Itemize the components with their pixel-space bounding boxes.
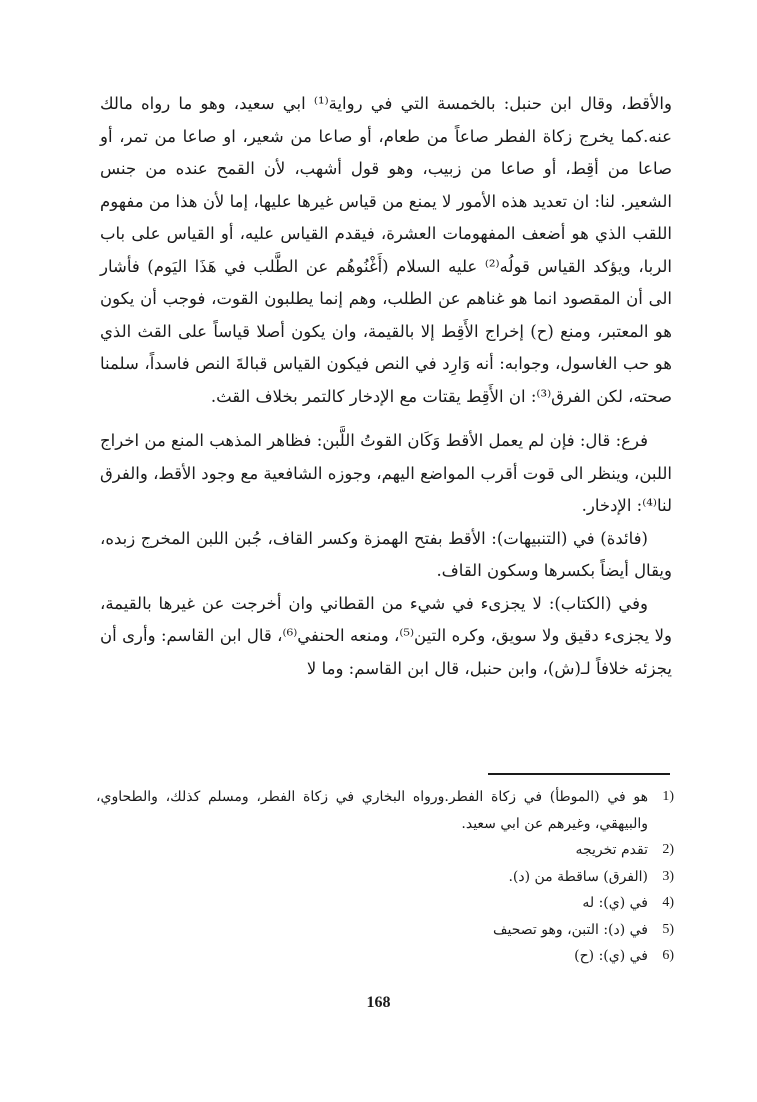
footnote-text: في (ي): له <box>582 895 648 911</box>
footnote-text: في (د): التبن، وهو تصحيف <box>493 921 648 938</box>
footnote-number: 6) <box>662 948 674 963</box>
footnote-number: 1) <box>662 789 674 804</box>
footnote-text: في (ي): (ح) <box>574 948 648 964</box>
footnote-item <box>96 890 674 917</box>
footnote-divider <box>488 773 670 775</box>
footnote-text: (الفرق) ساقطة من (د). <box>508 868 648 885</box>
paragraph-far3: فرع: قال: فإن لم يعمل الأقط وَكَان القوتُ اللَّبن: فظاهر المذهب المنع من اخراج اللبن، وينظر الى قوت أقرب المواضع اليهم، وجوزه الشافعية مع وجود الأقط، والفرق لنا⁽⁴⁾: الإدخار. <box>100 431 672 515</box>
footnote-number: 3) <box>662 868 674 884</box>
footnote-item <box>96 943 674 970</box>
footnotes-section <box>96 784 674 970</box>
footnote-text: هو في (الموطأ) في زكاة الفطر.ورواه البخاري في زكاة الفطر، ومسلم كذلك، والطحاوي، والبيهقي، وغيرهم عن ابي سعيد. <box>96 789 648 832</box>
footnote-item <box>96 784 674 837</box>
paragraph-kitab: وفي (الكتاب): لا يجزىء في شيء من القطاني وان أخرجت عن غيرها بالقيمة، ولا يجزىء دقيق ولا سويق، وكره التين⁽⁵⁾، ومنعه الحنفي⁽⁶⁾، قال ابن القاسم: وأرى أن يجزئه خلافاً لـ(ش)، وابن حنبل، قال ابن القاسم: وما لا <box>100 593 672 678</box>
footnote-text: تقدم تخريجه <box>575 842 648 858</box>
main-text-body <box>100 88 672 685</box>
paragraph-faida: (فائدة) في (التنبيهات): الأقط بفتح الهمزة وكسر القاف، جُبن اللبن المخرج زبده، ويقال أيضاً بكسرها وسكون القاف. <box>100 528 672 580</box>
footnote-item <box>96 917 674 944</box>
footnote-item <box>96 837 674 864</box>
footnote-number: 4) <box>662 895 674 910</box>
footnote-number: 2) <box>662 842 674 857</box>
footnote-number: 5) <box>662 921 674 937</box>
paragraph-main: والأقط، وقال ابن حنبل: بالخمسة التي في رواية⁽¹⁾ ابي سعيد، وهو ما رواه مالك عنه.كما يخرج زكاة الفطر صاعاً من طعام، أو صاعا من شعير، او صاعا من تمر، أو صاعا من أقِط، أو صاعا من زبيب، وهو قول أشهب، لأن القمح عنده من جنس الشعير. لنا: ان تعديد هذه الأمور لا يمنع من قياس غيرها عليها، إما لأن هذا من مفهوم اللقب الذي هو أضعف المفهومات العشرة، فيقدم القياس عليه، أو القياس على باب الربا، ويؤكد القياس قولُه⁽²⁾ عليه السلام (أَغْنُوهُم عن الطَّلب في هَذَا اليَوم) فأشار الى أن المقصود انما هو غناهم عن الطلب، وهم إنما يطلبون القوت، فوجب أن يكون هو المعتبر، ومنع (ح) إخراج الأَقِط إلا بالقيمة، وان يكون أصلا قياساً على القث الذي هو حب الغاسول، وجوابه: أنه وَارِد في النص فيكون القياس قبالةَ النص فاسداً، سلمنا صحته، لكن الفرق⁽³⁾: ان الأَقِط يقتات مع الإدخار كالتمر بخلاف القث. <box>100 94 672 406</box>
page-number: 168 <box>366 994 391 1011</box>
footnote-item <box>96 864 674 891</box>
